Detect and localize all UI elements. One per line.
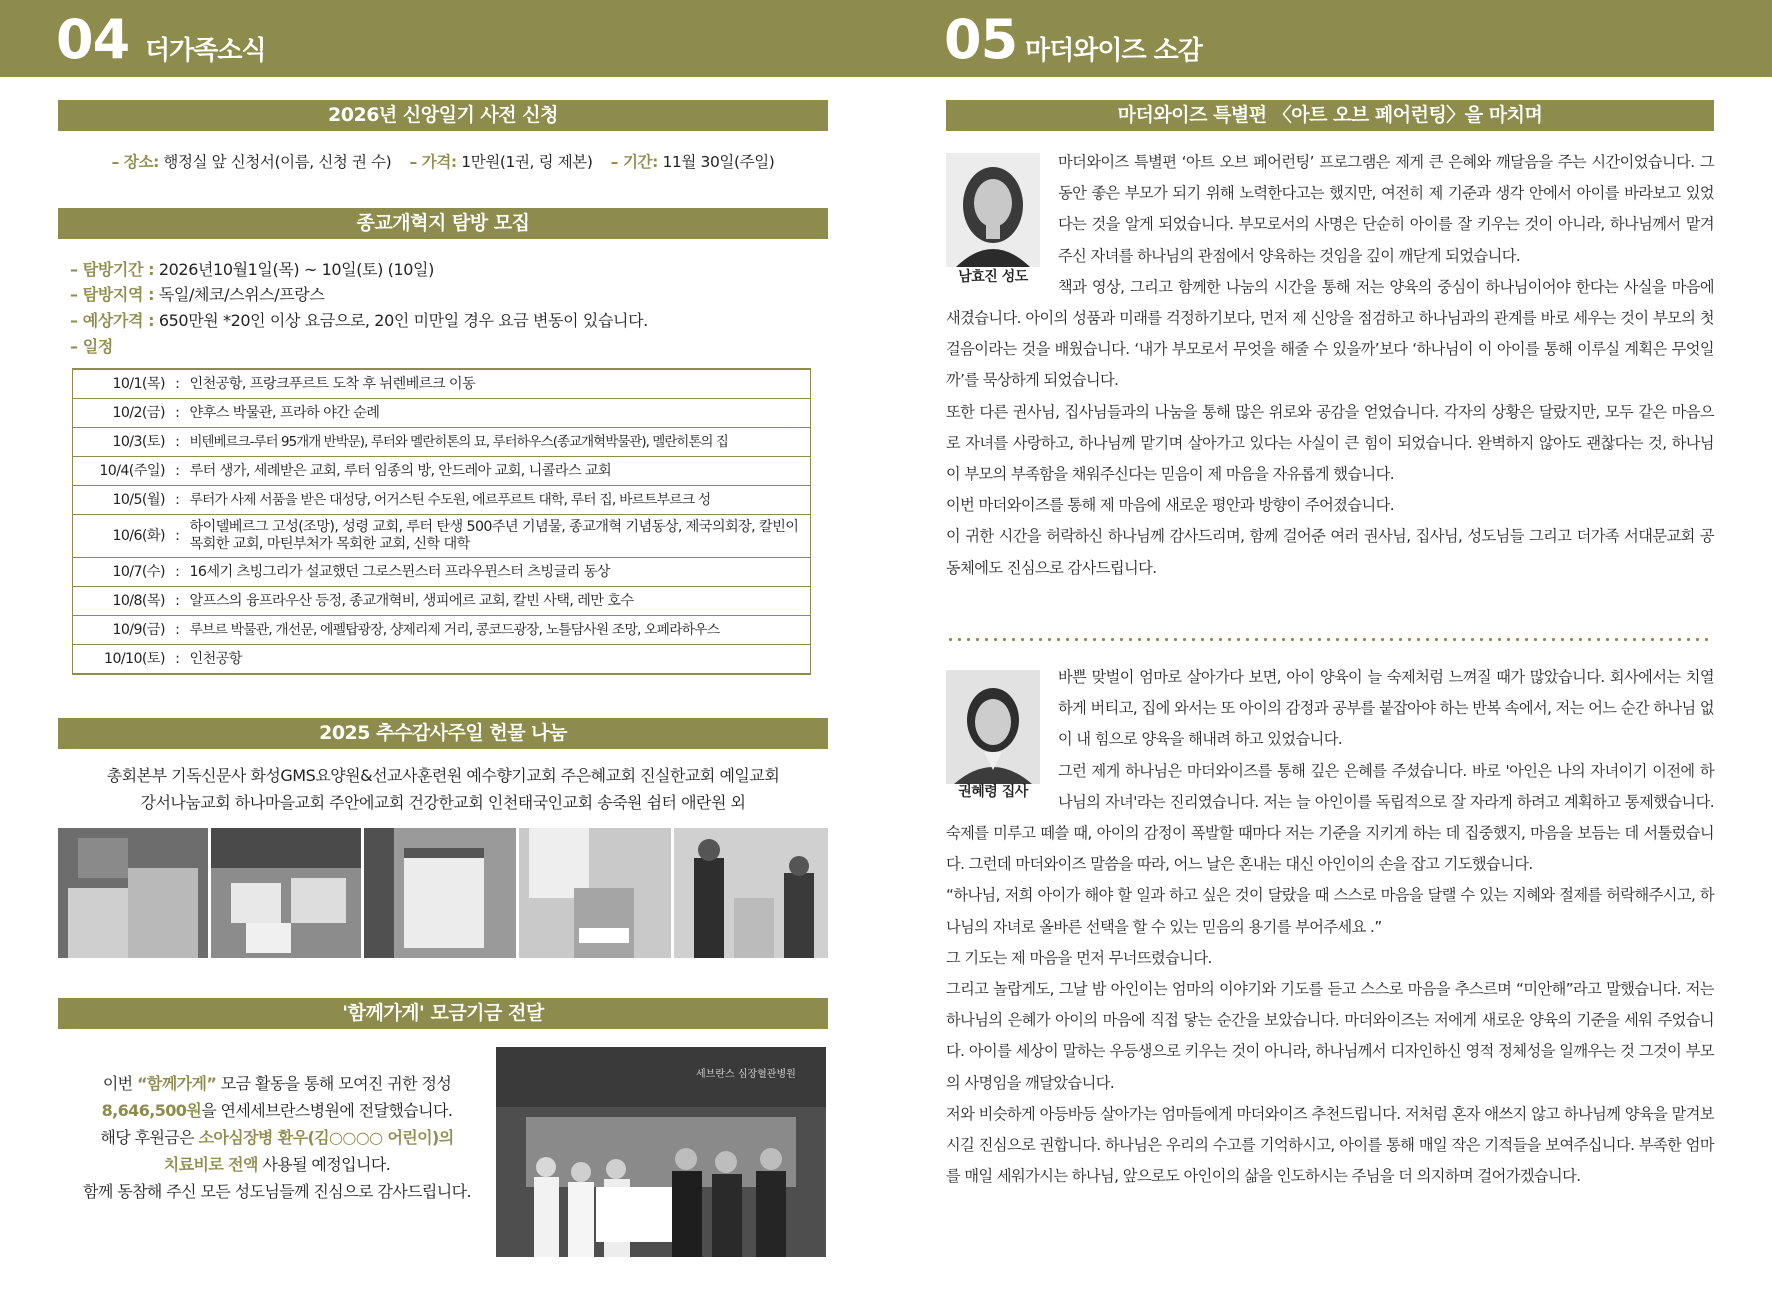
- testimony-2-paragraph: 그리고 놀랍게도, 그날 밤 아인이는 엄마의 이야기와 기도를 듣고 스스로 마음을 추스르며 “미안해”라고 말했습니다. 저는 하나님의 은혜가 아이의 마음에 직접 닿는 순간을 보았습니다. 마더와이즈는 저에게 새로운 양육의 기준을 세워 주었습니다. 아이를 세상이 말하는 우등생으로 키우는 것이 아니라, 하나님께서 디자인하신 영적 정체성을 일깨우는 것 그것이 부모의 사명임을 깨달았습니다.: [946, 980, 1714, 1092]
- fund-text: [62, 1070, 492, 1205]
- schedule-table: [72, 368, 811, 675]
- table-row: [73, 399, 811, 428]
- testimony-2-paragraph: 그 기도는 제 마음을 먼저 무너뜨렸습니다.: [946, 948, 1212, 967]
- portrait-space: [946, 662, 1058, 816]
- fund-section-title: '함께가게' 모금기금 전달: [58, 998, 828, 1029]
- diary-place: 행정실 앞 신청서(이름, 신청 권 수): [163, 153, 392, 171]
- table-row: [73, 645, 811, 675]
- testimony-1-name: 남효진 성도: [958, 269, 1028, 285]
- diary-section-title: 2026년 신앙일기 사전 신청: [58, 100, 828, 131]
- testimony-2-paragraph: 그런 제게 하나님은 마더와이즈를 통해 깊은 은혜를 주셨습니다. 바로 '아인은 나의 자녀이기 이전에 하나님의 자녀'라는 진리였습니다. 저는 늘 아인이를 독립적으로 잘 자라게 하려고 계획하고 통제했습니다. 숙제를 미루고 떼쓸 때, 아이의 감정이 폭발할 때마다 저는 기준을 지키게 하는 데 집중했지, 마음을 보듬는 데 서툴렀습니다. 그런데 마더와이즈 말씀을 따라, 어느 날은 혼내는 대신 아인이의 손을 잡고 기도했습니다.: [946, 761, 1714, 874]
- schedule-colon: :: [167, 399, 188, 428]
- fund-line-1c: 모금 활동을 통해 모여진 귀한 정성: [216, 1074, 452, 1093]
- table-row: [73, 486, 811, 515]
- tour-section-title: 종교개혁지 탐방 모집: [58, 208, 828, 239]
- table-row: [73, 369, 811, 399]
- photo-graphic: [519, 828, 671, 958]
- fund-line-2: [62, 1097, 492, 1124]
- fund-campaign-name: “함께가게”: [137, 1074, 217, 1093]
- fund-line-3: [62, 1124, 492, 1151]
- photo-graphic: [58, 828, 208, 958]
- schedule-colon: :: [167, 486, 188, 515]
- schedule-plan: 하이델베르그 고성(조망), 성령 교회, 루터 탄생 500주년 기념물, 종교개혁 기념동상, 제국의회장, 칼빈이 목회한 교회, 마틴부처가 목회한 교회, 신학 대학: [187, 515, 810, 558]
- schedule-colon: :: [167, 457, 188, 486]
- fund-photo-sign: 세브란스 심장혈관병원: [696, 1069, 796, 1080]
- schedule-plan: 인천공항, 프랑크푸르트 도착 후 뉘렌베르크 이동: [187, 369, 810, 399]
- harvest-photo-2: [211, 828, 361, 958]
- harvest-churches-line-1: 총회본부 기독신문사 화성GMS요양원&선교사훈련원 예수향기교회 주은혜교회 진실한교회 예일교회: [106, 766, 780, 785]
- fund-delivery-photo: [496, 1047, 826, 1257]
- fund-line-1: [62, 1070, 492, 1097]
- schedule-colon: :: [167, 558, 188, 587]
- photo-graphic: [674, 828, 828, 958]
- page-title-right: 마더와이즈 소감: [1025, 36, 1202, 66]
- harvest-photo-1: [58, 828, 208, 958]
- photo-graphic: [211, 828, 361, 958]
- diary-price-label: – 가격:: [409, 153, 457, 171]
- fund-line-5: 함께 동참해 주신 모든 성도님들께 진심으로 감사드립니다.: [83, 1182, 471, 1201]
- fund-line-4: [62, 1151, 492, 1178]
- schedule-colon: :: [167, 587, 188, 616]
- schedule-date: 10/2(금): [73, 399, 167, 428]
- tour-cost: 650만원 *20인 이상 요금으로, 20인 미만일 경우 요금 변동이 있습니다.: [158, 311, 648, 330]
- motherwise-section-title: 마더와이즈 특별편 〈아트 오브 페어런팅〉을 마치며: [946, 100, 1714, 131]
- schedule-colon: :: [167, 515, 188, 558]
- testimony-1-text: [946, 147, 1714, 584]
- harvest-section-title: 2025 추수감사주일 헌물 나눔: [58, 718, 828, 749]
- schedule-plan: 인천공항: [187, 645, 810, 675]
- fund-usage: 치료비로 전액: [163, 1155, 258, 1174]
- harvest-churches-line-2: 강서나눔교회 하나마을교회 주안에교회 건강한교회 인천태국인교회 송죽원 쉼터 애란원 외: [140, 793, 746, 812]
- schedule-colon: :: [167, 428, 188, 457]
- schedule-date: 10/7(수): [73, 558, 167, 587]
- table-row: [73, 457, 811, 486]
- dotted-divider: [946, 638, 1714, 641]
- testimony-1-paragraph: 이번 마더와이즈를 통해 제 마음에 새로운 평안과 방향이 주어졌습니다.: [946, 496, 1395, 515]
- table-row: [73, 515, 811, 558]
- testimony-2-text: [946, 662, 1714, 1192]
- table-row: [73, 558, 811, 587]
- testimony-2-paragraph: 바쁜 맞벌이 엄마로 살아가다 보면, 아이 양육이 늘 숙제처럼 느껴질 때가 많았습니다. 회사에서는 치열하게 버티고, 집에 와서는 또 아이의 감정과 공부를 붙잡아야 하는 반복 속에서, 저는 어느 순간 하나님 없이 내 힘으로 양육을 해내려 하고 있었습니다.: [1058, 668, 1714, 749]
- fund-line-4b: 사용될 예정입니다.: [257, 1155, 391, 1174]
- schedule-date: 10/8(목): [73, 587, 167, 616]
- diary-place-label: – 장소:: [111, 153, 159, 171]
- table-row: [73, 428, 811, 457]
- diary-period: 11월 30일(주일): [662, 153, 775, 171]
- testimony-1-paragraph: 책과 영상, 그리고 함께한 나눔의 시간을 통해 저는 양육의 중심이 하나님이어야 한다는 사실을 마음에 새겼습니다. 아이의 성품과 미래를 걱정하기보다, 먼저 제 신앙을 점검하고 하나님과의 관계를 바로 세우는 것이 부모의 첫걸음이라는 것을 배웠습니다. ‘내가 부모로서 무엇을 해줄 수 있을까’보다 ‘하나님이 이 아이를 통해 이루실 계획은 무엇일까’를 묵상하게 되었습니다.: [946, 277, 1714, 390]
- tour-dates-label: – 탐방기간 :: [70, 260, 155, 279]
- tour-dates-row: [70, 257, 770, 282]
- schedule-plan: 비텐베르크-루터 95개개 반박문), 루터와 멜란히톤의 묘, 루터하우스(종교개혁박물관), 멜란히톤의 집: [187, 428, 810, 457]
- photo-graphic: [496, 1047, 826, 1257]
- tour-region-label: – 탐방지역 :: [70, 285, 155, 304]
- schedule-date: 10/4(주일): [73, 457, 167, 486]
- tour-schedule-label: – 일정: [70, 337, 113, 356]
- schedule-date: 10/10(토): [73, 645, 167, 675]
- schedule-date: 10/1(목): [73, 369, 167, 399]
- schedule-date: 10/5(월): [73, 486, 167, 515]
- testimony-2-paragraph: “하나님, 저희 아이가 해야 할 일과 하고 싶은 것이 달랐을 때 스스로 마음을 달랠 수 있는 지혜와 절제를 허락해주시고, 하나님의 자녀로 올바른 선택을 할 수 있는 믿음의 용기를 부어주세요 .”: [946, 886, 1714, 936]
- testimony-1-paragraph: 마더와이즈 특별편 ‘아트 오브 페어런팅’ 프로그램은 제게 큰 은혜와 깨달음을 주는 시간이었습니다. 그동안 좋은 부모가 되기 위해 노력한다고는 했지만, 여전히 제 기준과 생각 안에서 아이를 바라보고 있었다는 것을 알게 되었습니다. 부모로서의 사명은 단순히 아이를 잘 키우는 것이 아니라, 하나님께서 맡겨주신 자녀를 하나님의 관점에서 양육하는 것임을 깊이 깨닫게 되었습니다.: [1058, 153, 1714, 265]
- harvest-photo-5: [674, 828, 828, 958]
- schedule-plan: 얀후스 박물관, 프라하 야간 순례: [187, 399, 810, 428]
- table-row: [73, 616, 811, 645]
- fund-line-3a: 해당 후원금은: [100, 1128, 199, 1147]
- tour-schedule-row: [70, 334, 770, 359]
- schedule-date: 10/6(화): [73, 515, 167, 558]
- portrait-space: [946, 147, 1058, 301]
- fund-line-2b: 을 연세세브란스병원에 전달했습니다.: [201, 1101, 453, 1120]
- tour-region: 독일/체코/스위스/프랑스: [158, 285, 325, 304]
- schedule-plan: 알프스의 융프라우산 등정, 종교개혁비, 생피에르 교회, 칼빈 사택, 레만 호수: [187, 587, 810, 616]
- tour-dates: 2026년10월1일(목) ~ 10일(토) (10일): [158, 260, 434, 279]
- table-row: [73, 587, 811, 616]
- tour-cost-row: [70, 308, 810, 333]
- schedule-plan: 16세기 츠빙그리가 설교했던 그로스뮌스터 프라우뮌스터 츠빙글리 동상: [187, 558, 810, 587]
- testimony-1-paragraph: 또한 다른 권사님, 집사님들과의 나눔을 통해 많은 위로와 공감을 얻었습니다. 각자의 상황은 달랐지만, 모두 같은 마음으로 자녀를 사랑하고, 하나님께 맡기며 살아가고 있다는 사실이 큰 힘이 되었습니다. 완벽하지 않아도 괜찮다는 것, 하나님이 부모의 부족함을 채워주신다는 믿음이 제 마음을 자유롭게 했습니다.: [946, 402, 1714, 484]
- schedule-plan: 루브르 박물관, 개선문, 에펠탑광장, 샹제리제 거리, 콩코드광장, 노틀담사원 조망, 오페라하우스: [187, 616, 810, 645]
- diary-price: 1만원(1권, 링 제본): [461, 153, 593, 171]
- tour-cost-label: – 예상가격 :: [70, 311, 155, 330]
- harvest-photo-3: [364, 828, 516, 958]
- page-title-left: 더가족소식: [145, 36, 266, 66]
- schedule-date: 10/3(토): [73, 428, 167, 457]
- schedule-colon: :: [167, 616, 188, 645]
- testimony-1-paragraph: 이 귀한 시간을 허락하신 하나님께 감사드리며, 함께 걸어준 여러 권사님, 집사님, 성도님들 그리고 더가족 서대문교회 공동체에도 진심으로 감사드립니다.: [946, 527, 1714, 577]
- page-number-left: 04: [56, 8, 130, 71]
- testimony-2-paragraph: 저와 비슷하게 아등바등 살아가는 엄마들에게 마더와이즈 추천드립니다. 저처럼 혼자 애쓰지 않고 하나님께 양육을 맡겨보시길 진심으로 권합니다. 하나님은 우리의 수고를 기억하시고, 아이를 통해 매일 작은 기적들을 보여주십니다. 부족한 엄마를 매일 세워가시는 하나님, 앞으로도 아인이의 삶을 인도하시는 주님을 더 의지하며 걸어가겠습니다.: [946, 1104, 1715, 1186]
- fund-recipient: 소아심장병 환우(김○○○○ 어린이)의: [198, 1128, 454, 1147]
- diary-period-label: – 기간:: [610, 153, 658, 171]
- diary-info: [58, 150, 828, 172]
- harvest-photo-4: [519, 828, 671, 958]
- schedule-colon: :: [167, 645, 188, 675]
- testimony-2-name: 권혜령 집사: [958, 784, 1028, 800]
- schedule-plan: 루터가 사제 서품을 받은 대성당, 어거스틴 수도원, 에르푸르트 대학, 루터 집, 바르트부르크 성: [187, 486, 810, 515]
- schedule-date: 10/9(금): [73, 616, 167, 645]
- tour-region-row: [70, 282, 770, 307]
- fund-amount: 8,646,500원: [101, 1101, 202, 1120]
- schedule-plan: 루터 생가, 세례받은 교회, 루터 임종의 방, 안드레아 교회, 니콜라스 교회: [187, 457, 810, 486]
- photo-graphic: [364, 828, 516, 958]
- schedule-colon: :: [167, 369, 188, 399]
- page-number-right: 05: [944, 8, 1018, 71]
- fund-line-1a: 이번: [102, 1074, 138, 1093]
